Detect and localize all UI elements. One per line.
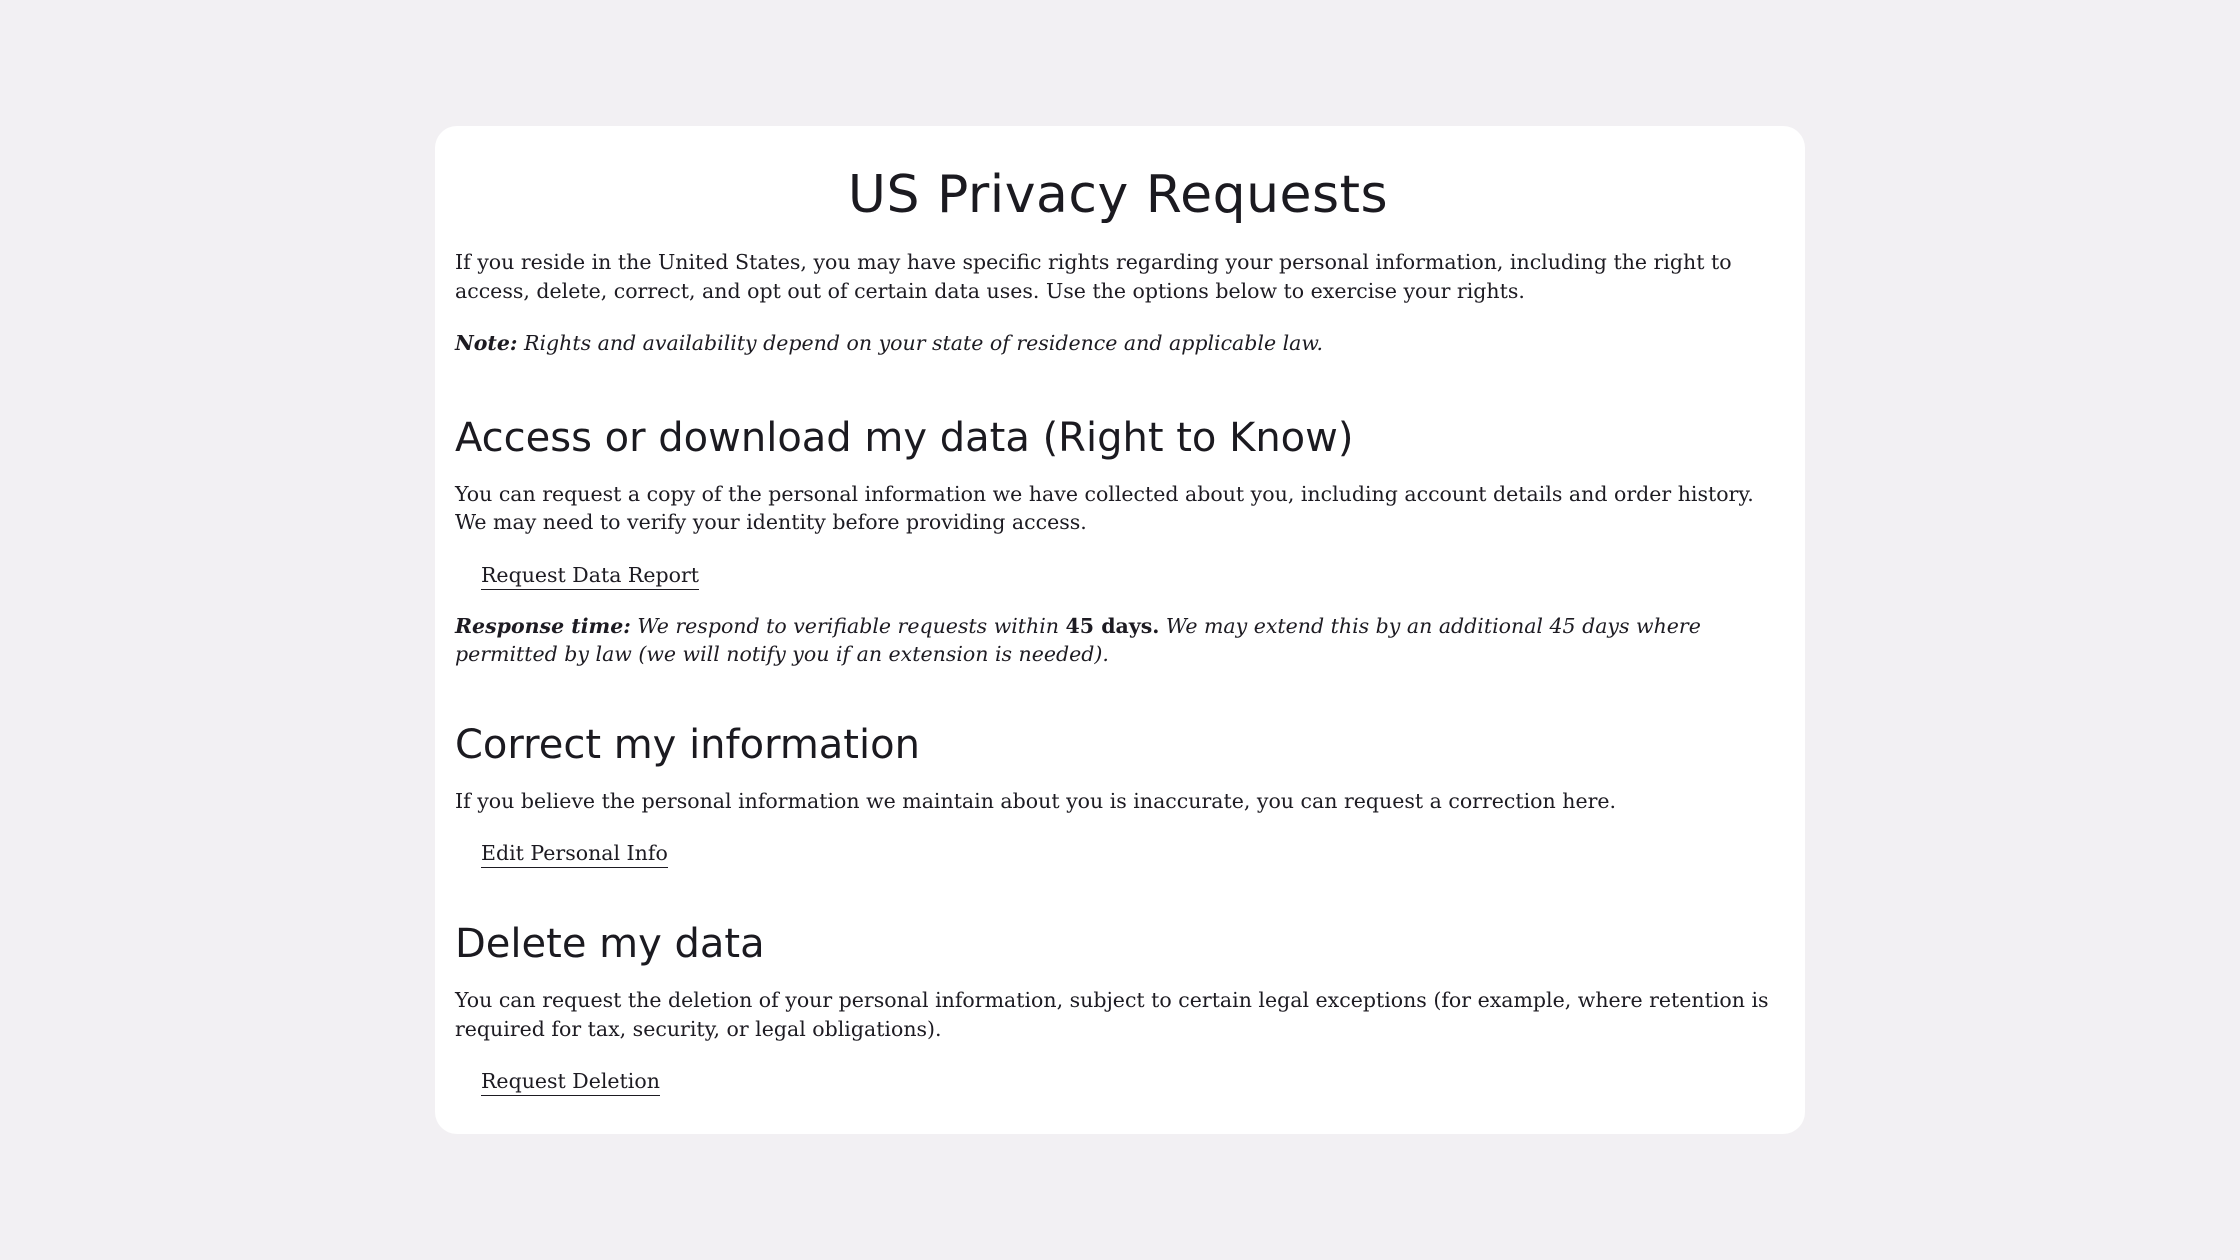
correct-link-row bbox=[455, 815, 1781, 868]
response-days: 45 days. bbox=[1065, 613, 1160, 638]
access-section-heading: Access or download my data (Right to Know) bbox=[455, 414, 1354, 461]
delete-section-text: You can request the deletion of your personal information, subject to certain legal exceptions (for example, where retention is required for tax, security, or legal obligations). bbox=[455, 988, 1769, 1041]
response-text-part-1: We respond to verifiable requests within bbox=[630, 613, 1066, 638]
response-text-part-2: We may extend this by an additional 45 days where permitted by law (we will notify you if an extension is needed). bbox=[455, 613, 1701, 667]
access-link-row bbox=[455, 537, 1781, 590]
privacy-requests-card bbox=[435, 126, 1805, 1134]
edit-personal-info-link[interactable]: Edit Personal Info bbox=[481, 839, 668, 868]
access-section-text: You can request a copy of the personal information we have collected about you, including account details and order history. We may need to verify your identity before providing access. bbox=[455, 481, 1754, 535]
page-title: US Privacy Requests bbox=[847, 165, 1389, 225]
response-time-label: Response time: bbox=[455, 613, 631, 638]
note-body: Rights and availability depend on your state of residence and applicable law. bbox=[517, 331, 1324, 356]
delete-section-heading: Delete my data bbox=[455, 921, 765, 968]
request-deletion-link[interactable]: Request Deletion bbox=[481, 1067, 660, 1096]
intro-text: If you reside in the United States, you may have specific rights regarding your personal information, including the right to access, delete, correct, and opt out of certain data uses. Use the options below to exercise your rights. bbox=[455, 250, 1732, 303]
delete-link-row bbox=[455, 1043, 1781, 1096]
correct-section-heading: Correct my information bbox=[455, 721, 920, 768]
request-data-report-link[interactable]: Request Data Report bbox=[481, 561, 699, 590]
note-label: Note: bbox=[455, 331, 518, 356]
note-text bbox=[455, 329, 1781, 358]
response-time-text bbox=[455, 612, 1781, 669]
correct-section-text: If you believe the personal information we maintain about you is inaccurate, you can request a correction here. bbox=[455, 788, 1617, 813]
